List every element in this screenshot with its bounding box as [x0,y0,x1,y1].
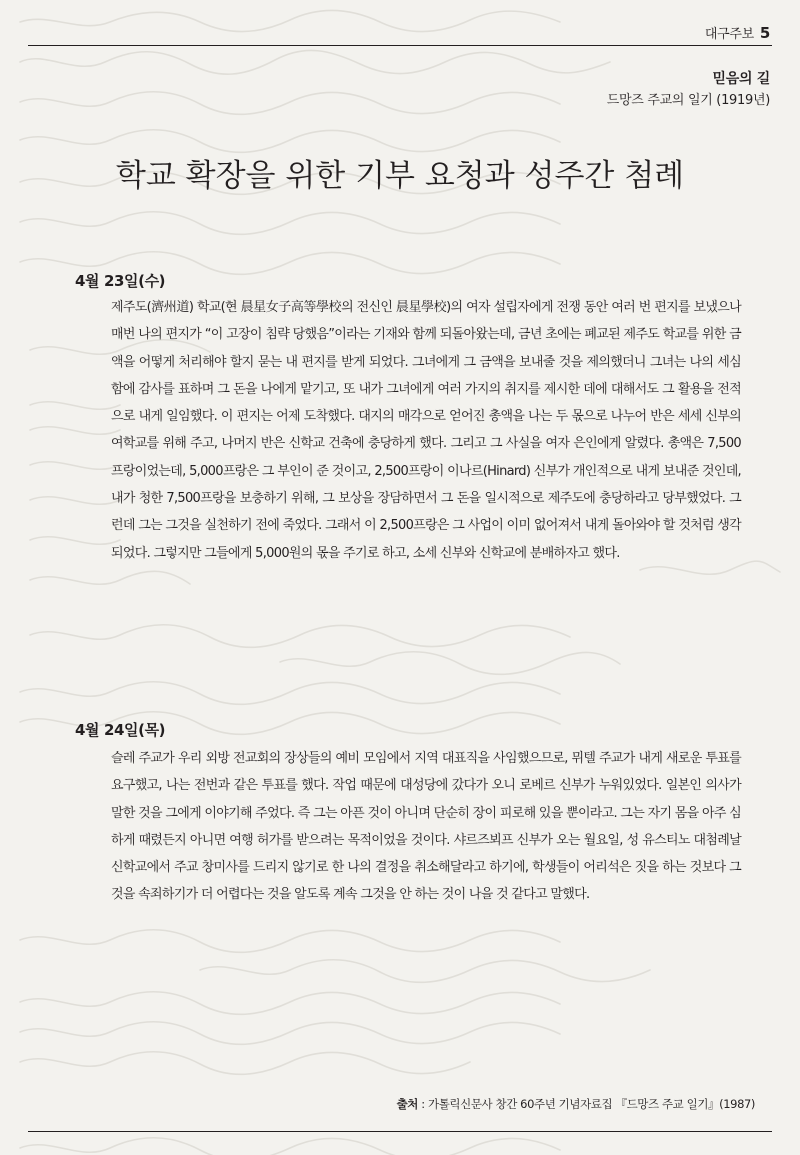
publication-name: 대구주보 [704,27,754,42]
article-title: 학교 확장을 위한 기부 요청과 성주간 첨례 [115,158,685,194]
column-subtitle: 드망즈 주교의 일기 (1919년) [606,93,770,108]
source-text: : 가톨릭신문사 창간 60주년 기념자료집 『드망즈 주교 일기』(1987) [418,1097,755,1111]
header-divider [28,45,772,46]
entry-date: 4월 24일(목) [75,721,166,739]
page-header [705,23,770,42]
page-number: 5 [759,24,770,42]
entry-body: 슬레 주교가 우리 외방 전교회의 장상들의 예비 모임에서 지역 대표직을 사임했으므로, 뮈텔 주교가 내게 새로운 투표를 요구했고, 나는 전번과 같은 투표를 했다. 작업 때문에 대성당에 갔다가 오니 로베르 신부가 누워있었다. 일본인 의사가 말한 것을 그에게 이야기해 주었다. 즉 그는 아픈 것이 아니며 단순히 장이 피로해 있을 뿐이라고. 그는 자기 몸을 아주 심하게 때렸든지 아니면 여행 허가를 받으려는 목적이었을 것이다. 샤르즈뵈프 신부가 오는 월요일, 성 유스티노 대첨례날 신학교에서 주교 창미사를 드리지 않기로 한 나의 결정을 취소해달라고 하기에, 학생들이 어리석은 짓을 하는 것보다 그것을 속죄하기가 더 어렵다는 것을 알도록 계속 그것을 안 하는 것이 나을 것 같다고 말했다. [111,751,741,903]
entry-date: 4월 23일(수) [75,272,166,290]
entry-body: 제주도(濟州道) 학교(현 晨星女子高等學校의 전신인 晨星學校)의 여자 설립자에게 전쟁 동안 여러 번 편지를 보냈으나 매번 나의 편지가 “이 고장이 침략 당했음”이라는 기재와 함께 되돌아왔는데, 금년 초에는 폐교된 제주도 학교를 위한 금액을 어떻게 처리해야 할지 묻는 내 편지를 받게 되었다. 그녀에게 그 금액을 보내줄 것을 제의했더니 그녀는 나의 세심함에 감사를 표하며 그 돈을 나에게 맡기고, 또 내가 그녀에게 여러 가지의 취지를 제시한 데에 대해서도 그 활용을 전적으로 내게 일임했다. 이 편지는 어제 도착했다. 대지의 매각으로 얻어진 총액을 나는 두 몫으로 나누어 반은 세세 신부의 여학교를 위해 주고, 나머지 반은 신학교 건축에 충당하게 했다. 그리고 그 사실을 여자 은인에게 알렸다. 총액은 7,500프랑이었는데, 5,000프랑은 그 부인이 준 것이고, 2,500프랑이 이나르(Hinard) 신부가 개인적으로 내게 보내준 것인데, 내가 청한 7,500프랑을 보충하기 위해, 그 보상을 장담하면서 그 돈을 일시적으로 제주도에 충당하라고 당부했었다. 그런데 그는 그것을 실천하기 전에 죽었다. 그래서 이 2,500프랑은 그 사업이 이미 없어져서 내게 돌아와야 할 것처럼 생각되었다. 그렇지만 그들에게 5,000원의 몫을 주기로 하고, 소세 신부와 신학교에 분배하자고 했다. [111,300,741,561]
source-label: 출처 [396,1097,418,1111]
column-label [607,68,770,112]
column-title: 믿음의 길 [712,71,770,87]
source-citation [397,1096,755,1112]
footer-divider [28,1131,772,1132]
